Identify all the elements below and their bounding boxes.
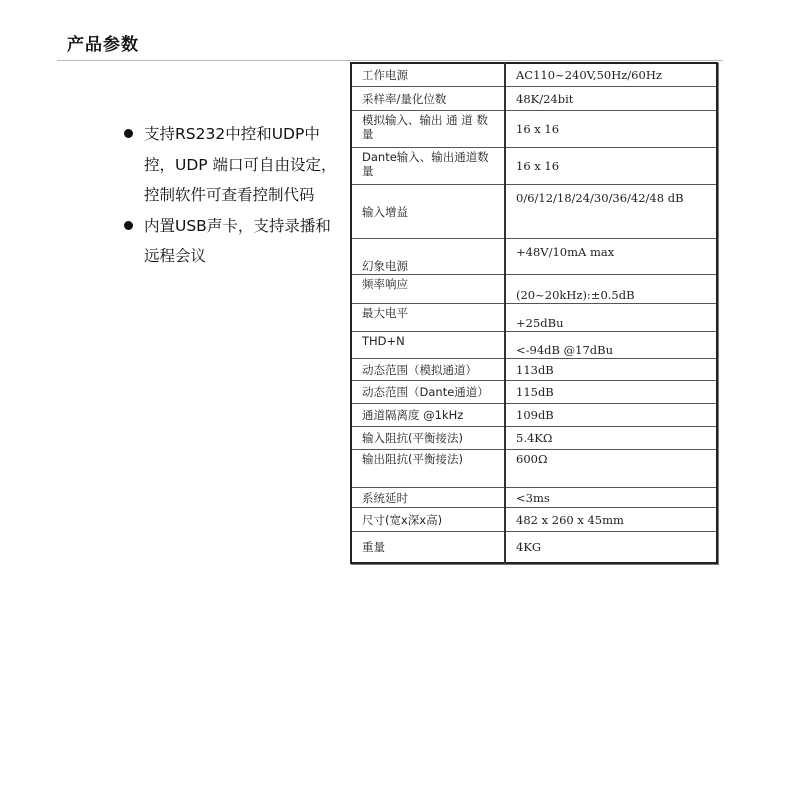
- spec-value: 0/6/12/18/24/30/36/42/48 dB: [505, 184, 717, 238]
- spec-label: 模拟输入、输出 通 道 数量: [351, 110, 505, 147]
- spec-label: 输入阻抗(平衡接法): [351, 426, 505, 449]
- spec-label: 尺寸(宽x深x高): [351, 507, 505, 531]
- table-row: [351, 449, 717, 487]
- spec-value: 109dB: [505, 403, 717, 426]
- table-row: [351, 380, 717, 403]
- spec-value: <3ms: [505, 487, 717, 507]
- spec-label: 系统延时: [351, 487, 505, 507]
- spec-label: 动态范围（Dante通道）: [351, 380, 505, 403]
- spec-label: 输入增益: [351, 184, 505, 238]
- spec-value: +25dBu: [505, 303, 717, 331]
- table-row: [351, 331, 717, 358]
- table-row: [351, 303, 717, 331]
- spec-label: 频率响应: [351, 274, 505, 303]
- feature-item: [122, 211, 344, 272]
- feature-text: 内置USB声卡，支持录播和远程会议: [144, 216, 331, 266]
- spec-value: +48V/10mA max: [505, 238, 717, 274]
- feature-text: 支持RS232中控和UDP中控，UDP 端口可自由设定，控制软件可查看控制代码: [144, 125, 337, 205]
- spec-value: 113dB: [505, 358, 717, 380]
- table-row: [351, 238, 717, 274]
- spec-label: 动态范围（模拟通道）: [351, 358, 505, 380]
- bullet-icon: [124, 129, 133, 138]
- table-row: [351, 86, 717, 110]
- table-row: [351, 507, 717, 531]
- spec-value: <-94dB @17dBu: [505, 331, 717, 358]
- spec-value: AC110~240V,50Hz/60Hz: [505, 63, 717, 86]
- spec-label: 采样率/量化位数: [351, 86, 505, 110]
- table-row: [351, 184, 717, 238]
- spec-value: 16 x 16: [505, 147, 717, 184]
- spec-table: [350, 62, 718, 564]
- spec-label: 工作电源: [351, 63, 505, 86]
- table-row: [351, 403, 717, 426]
- bullet-icon: [124, 221, 133, 230]
- table-row: [351, 110, 717, 147]
- feature-item: [122, 119, 344, 211]
- title-divider: [57, 60, 723, 61]
- spec-label: 通道隔离度 @1kHz: [351, 403, 505, 426]
- spec-value: 48K/24bit: [505, 86, 717, 110]
- spec-value: 5.4KΩ: [505, 426, 717, 449]
- spec-label: 重量: [351, 531, 505, 563]
- spec-label: 幻象电源: [351, 238, 505, 274]
- table-row: [351, 426, 717, 449]
- table-row: [351, 531, 717, 563]
- table-row: [351, 358, 717, 380]
- spec-label: Dante输入、输出通道数量: [351, 147, 505, 184]
- feature-list: [122, 119, 344, 272]
- spec-value: 482 x 260 x 45mm: [505, 507, 717, 531]
- spec-value: 600Ω: [505, 449, 717, 487]
- table-row: [351, 487, 717, 507]
- spec-value: 16 x 16: [505, 110, 717, 147]
- table-row: [351, 274, 717, 303]
- spec-label: 最大电平: [351, 303, 505, 331]
- table-row: [351, 63, 717, 86]
- spec-value: 4KG: [505, 531, 717, 563]
- spec-value: (20~20kHz):±0.5dB: [505, 274, 717, 303]
- table-row: [351, 147, 717, 184]
- spec-value: 115dB: [505, 380, 717, 403]
- page-title: 产品参数: [67, 35, 139, 55]
- spec-label: THD+N: [351, 331, 505, 358]
- spec-label: 输出阻抗(平衡接法): [351, 449, 505, 487]
